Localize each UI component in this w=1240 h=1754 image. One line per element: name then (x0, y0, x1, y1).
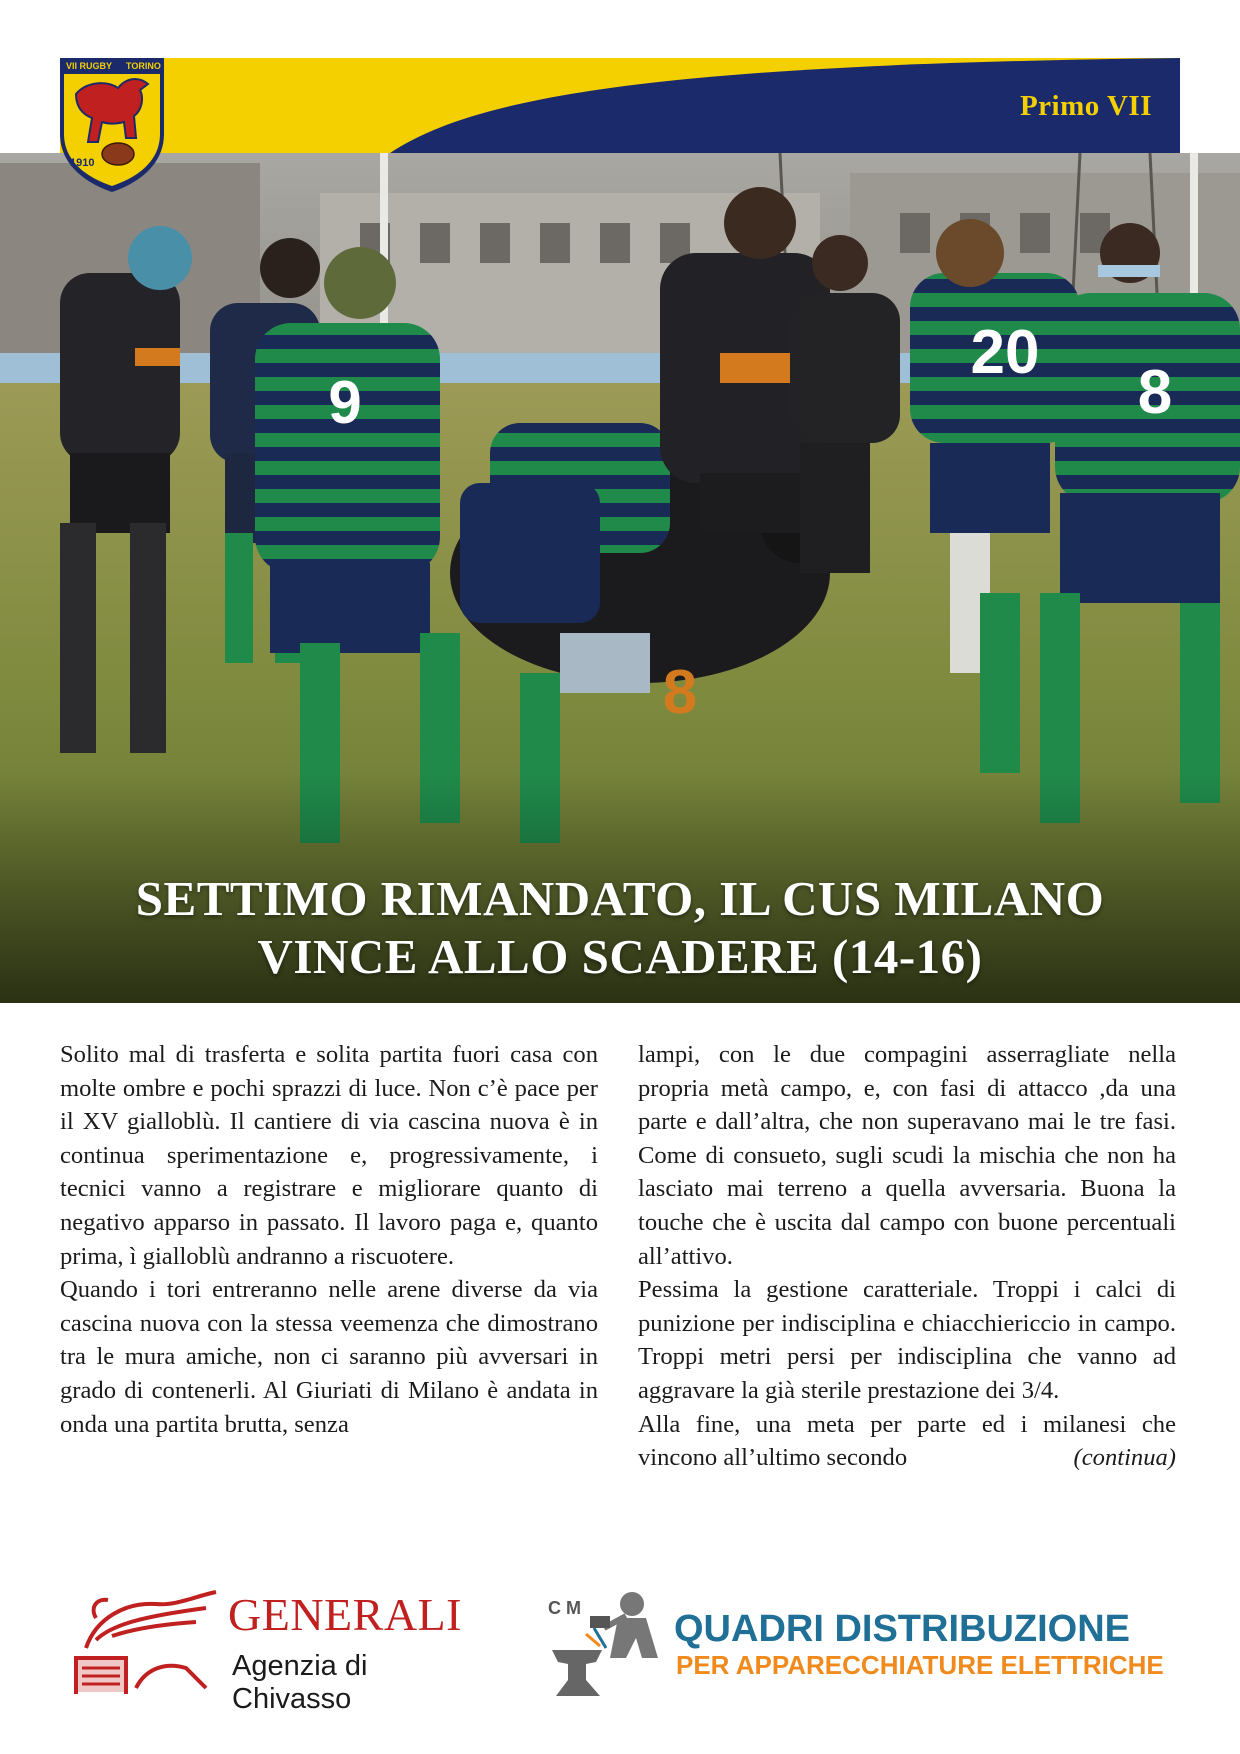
crest-top-right-text: TORINO (126, 61, 161, 71)
article-paragraph-last (638, 1408, 1176, 1475)
quadri-subtitle: PER APPARECCHIATURE ELETTRICHE (676, 1650, 1164, 1680)
team-crest-logo (56, 54, 168, 194)
crest-top-left-text: VII RUGBY (66, 61, 113, 71)
article-paragraph: lampi, con le due compagini asserragliate nella propria metà campo, e, con fasi di attacco ,da una parte e dall’altra, che non superavano mai le tre fasi. Come di consueto, sugli scudi la mischia che non ha lasciato mai terreno a quella avversaria. Buona la touche che è uscita dal campo con buone percentuali all’attivo. (638, 1041, 1176, 1270)
article-last-text: Alla fine, una meta per parte ed i milanesi che vincono all’ultimo secondo (638, 1410, 1176, 1472)
article-headline (0, 870, 1240, 986)
article-paragraph: Pessima la gestione caratteriale. Troppi i calci di punizione per indisciplina e chiacchiericcio in campo. Troppi metri persi per indisciplina che vanno ad aggravare la già sterile prestazione dei 3/4. (638, 1276, 1176, 1404)
jersey-number-8-black: 8 (662, 658, 698, 727)
generali-name: GENERALI (228, 1589, 462, 1640)
jersey-number-20: 20 (970, 318, 1040, 387)
headline-line-1: SETTIMO RIMANDATO, IL CUS MILANO (135, 871, 1105, 926)
sponsor-quadri-distribuzione[interactable] (546, 1588, 1186, 1698)
article-paragraph: Quando i tori entreranno nelle arene diverse da via cascina nuova con la stessa veemenza che dimostrano tra le mura amiche, non ci saranno più avversari in grado di contenerli. Al Giuriati di Milano è andata in onda una partita brutta, senza (60, 1276, 598, 1438)
headline-line-2: VINCE ALLO SCADERE (14-16) (257, 929, 983, 984)
article-column-left (60, 1038, 598, 1441)
article-column-right (638, 1038, 1176, 1475)
sponsor-generali[interactable] (56, 1588, 476, 1715)
crest-year: 1910 (70, 157, 95, 169)
header-background (60, 58, 1180, 153)
blacksmith-anvil-icon (546, 1588, 666, 1698)
quadri-logo-letters: C M (548, 1598, 581, 1618)
quadri-title: QUADRI DISTRIBUZIONE (674, 1608, 1130, 1650)
generali-lion-icon (56, 1588, 226, 1698)
generali-agency: Agenzia di Chivasso (232, 1650, 368, 1715)
continua-link[interactable]: (continua) (1073, 1444, 1176, 1472)
jersey-number-8-green: 8 (1137, 358, 1173, 427)
header-band (60, 58, 1180, 153)
section-label: Primo VII (1019, 90, 1152, 122)
jersey-number-9: 9 (328, 369, 362, 436)
article-paragraph: Solito mal di trasferta e solita partita fuori casa con molte ombre e pochi sprazzi di luce. Non c’è pace per il XV gialloblù. Il cantiere di via cascina nuova è in continua sperimentazione e, progressivamente, i tecnici vanno a registrare e migliorare quanto di negativo apparso in passato. Il lavoro paga e, quanto prima, ì gialloblù andranno a riscuotere. (60, 1041, 598, 1270)
